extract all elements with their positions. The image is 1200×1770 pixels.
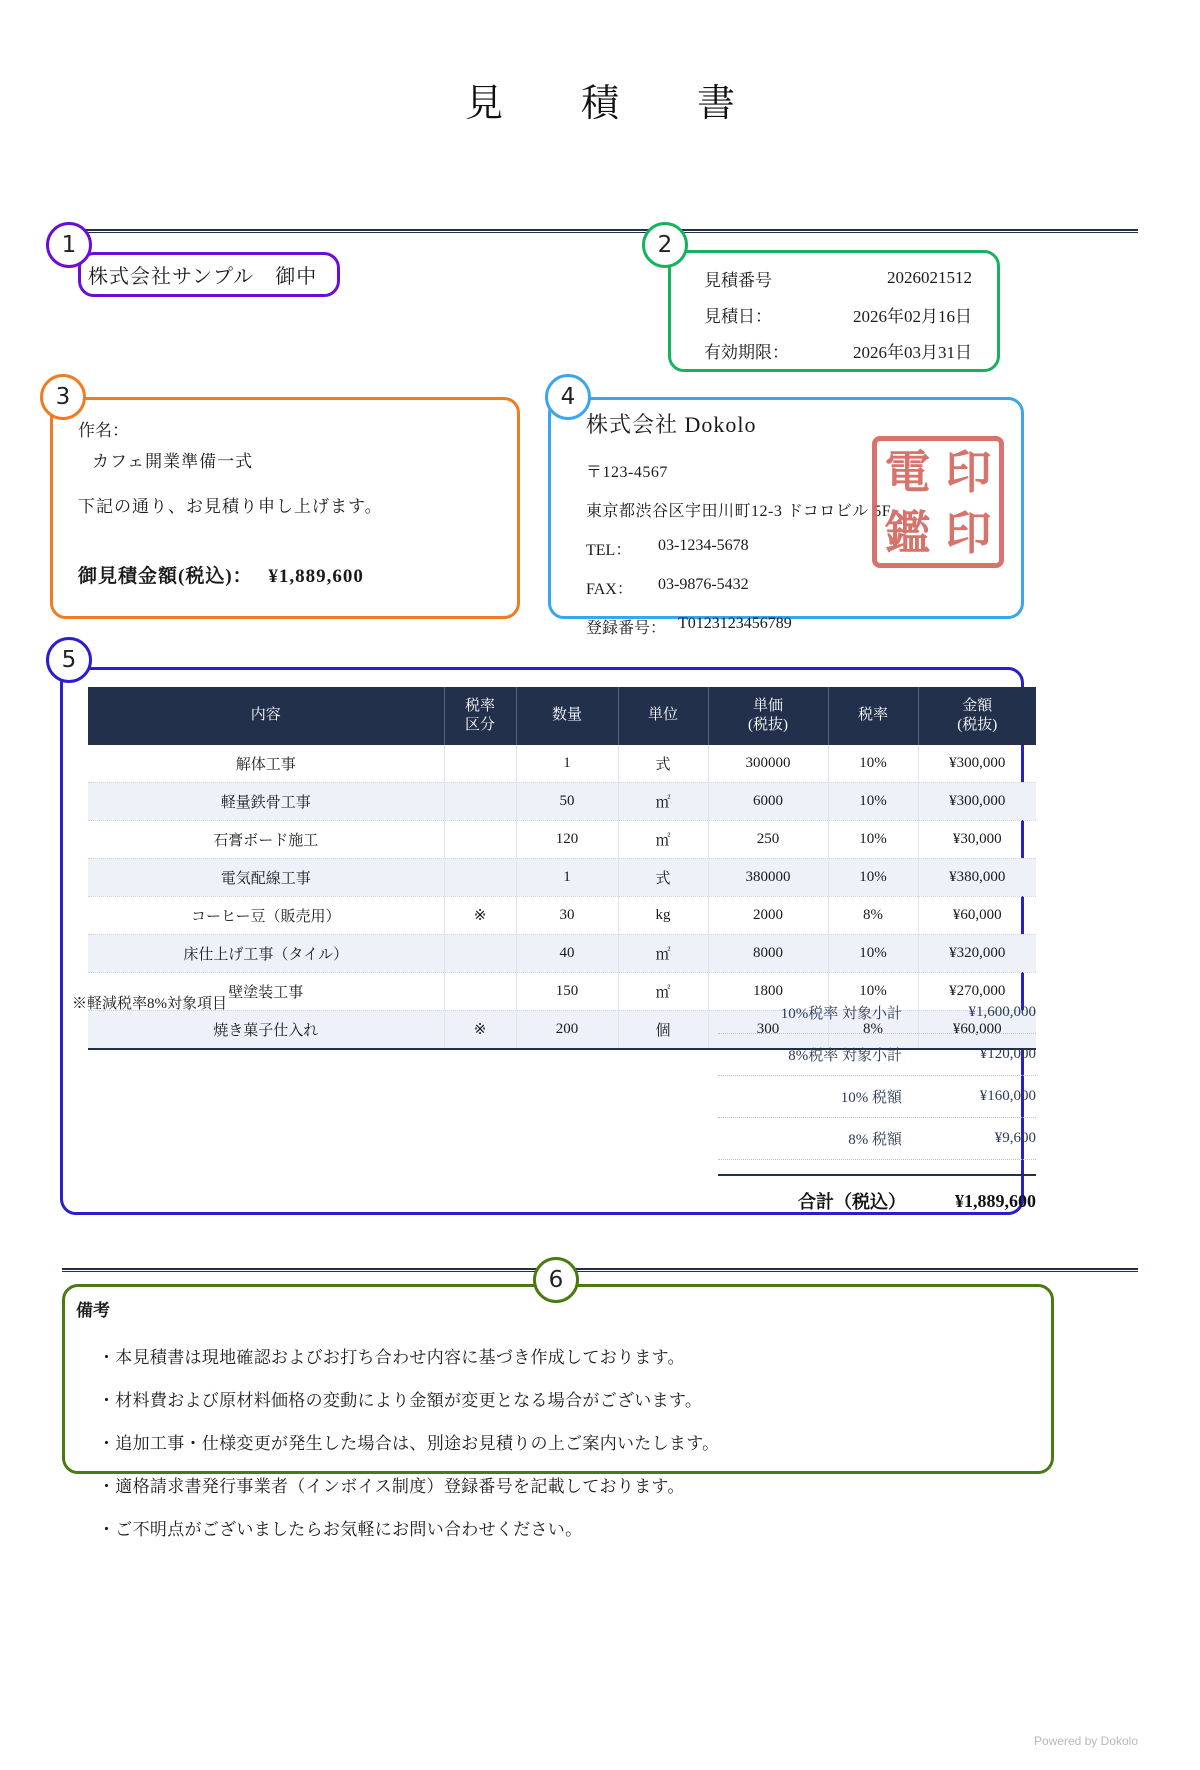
cell-amount: ¥270,000 (918, 972, 1036, 1010)
items-table-head (88, 687, 1036, 745)
callout-4: 4 (545, 374, 591, 420)
cell-tax-rate: 8% (828, 1010, 918, 1049)
quote-meta-row (690, 332, 990, 368)
page-title: 見 積 書 (464, 83, 755, 125)
tax-10-row (718, 1076, 1036, 1118)
col-header-amount (918, 687, 1036, 745)
cell-tax-rate: 10% (828, 934, 918, 972)
cell-unit-price: 1800 (708, 972, 828, 1010)
issuer-fax-row (586, 576, 1006, 599)
cell-quantity: 200 (516, 1010, 618, 1049)
seal-char: 鑑 (884, 505, 931, 560)
callout-1: 1 (46, 222, 92, 268)
reduced-tax-note: ※軽減税率8%対象項目 (72, 996, 227, 1012)
tax-10-value: ¥160,000 (979, 1088, 1036, 1104)
footer-credit: Powered by Dokolo (1033, 1734, 1138, 1748)
quote-date-label: 見積日： (704, 306, 772, 326)
cell-unit: ㎡ (618, 972, 708, 1010)
cell-tax-category (444, 972, 516, 1010)
header-divider (62, 229, 1138, 233)
cell-unit-price: 8000 (708, 934, 828, 972)
remarks-content (76, 1296, 1036, 1558)
cell-quantity: 120 (516, 820, 618, 858)
cell-unit-price: 6000 (708, 782, 828, 820)
subject-content (78, 422, 508, 586)
tax-10-label: 10% 税額 (840, 1090, 902, 1106)
quote-expiry-value: 2026年03月31日 (853, 342, 972, 362)
subject-value: カフェ開業準備一式 (92, 452, 254, 471)
cell-item-name: 軽量鉄骨工事 (88, 782, 444, 820)
cell-quantity: 30 (516, 896, 618, 934)
cell-amount: ¥300,000 (918, 745, 1036, 783)
subtotal-8-row (718, 1034, 1036, 1076)
issuer-fax-value: 03-9876-5432 (658, 576, 749, 593)
quote-meta-list (690, 260, 990, 368)
quote-total-line (78, 567, 508, 586)
cell-unit: 式 (618, 858, 708, 896)
cell-amount: ¥380,000 (918, 858, 1036, 896)
cell-unit-price: 2000 (708, 896, 828, 934)
cell-tax-category: ※ (444, 896, 516, 934)
list-item: ・材料費および原材料価格の変動により金額が変更となる場合がございます。 (98, 1391, 703, 1410)
cell-tax-rate: 10% (828, 820, 918, 858)
quote-number-value: 2026021512 (887, 268, 972, 287)
list-item: ・追加工事・仕様変更が発生した場合は、別途お見積りの上ご案内いたします。 (98, 1434, 720, 1453)
cell-tax-category (444, 782, 516, 820)
cell-quantity: 1 (516, 858, 618, 896)
quote-number-label: 見積番号 (704, 270, 772, 290)
cell-item-name: 床仕上げ工事（タイル） (88, 934, 444, 972)
table-row (88, 745, 1036, 783)
col-header-unit-price (708, 687, 828, 745)
cell-unit: kg (618, 896, 708, 934)
client-name: 株式会社サンプル 御中 (88, 266, 318, 288)
tax-8-value: ¥9,600 (994, 1130, 1036, 1146)
cell-unit: ㎡ (618, 782, 708, 820)
remarks-list (76, 1343, 1036, 1540)
callout-3: 3 (40, 374, 86, 420)
col-header-tax-category-line1: 税率 (464, 698, 495, 714)
cell-item-name: 焼き菓子仕入れ (88, 1010, 444, 1049)
issuer-registration-label: 登録番号： (586, 620, 667, 637)
col-header-unit-price-line1: 単価 (752, 698, 783, 714)
grand-total-label: 合計（税込） (798, 1192, 906, 1212)
cell-unit-price: 300000 (708, 745, 828, 783)
quote-total-value: ¥1,889,600 (268, 566, 364, 587)
table-row (88, 858, 1036, 896)
subtotal-10-label: 10%税率 対象小計 (780, 1006, 902, 1022)
cell-tax-category (444, 858, 516, 896)
cell-item-name: コーヒー豆（販売用） (88, 896, 444, 934)
cell-tax-category: ※ (444, 1010, 516, 1049)
col-header-tax-rate-line: 税率 (857, 707, 888, 724)
cell-unit: 式 (618, 745, 708, 783)
issuer-company-name: 株式会社 Dokolo (586, 412, 757, 437)
table-row (88, 820, 1036, 858)
cell-amount: ¥320,000 (918, 934, 1036, 972)
col-header-name (88, 687, 444, 745)
grand-total-row (718, 1174, 1036, 1226)
tax-8-label: 8% 税額 (848, 1132, 902, 1148)
cell-quantity: 150 (516, 972, 618, 1010)
company-seal-stamp-icon (872, 436, 1004, 568)
quote-meta-row (690, 260, 990, 296)
col-header-quantity (516, 687, 618, 745)
cell-item-name: 解体工事 (88, 745, 444, 783)
cell-amount: ¥30,000 (918, 820, 1036, 858)
quote-date-value: 2026年02月16日 (853, 306, 972, 326)
seal-char: 電 (884, 444, 931, 499)
quote-meta-row (690, 296, 990, 332)
cell-unit-price: 300 (708, 1010, 828, 1049)
cell-tax-rate: 10% (828, 858, 918, 896)
subtotal-10-row (718, 992, 1036, 1034)
col-header-name-line: 内容 (250, 707, 281, 724)
issuer-tel-value: 03-1234-5678 (658, 537, 749, 554)
list-item: ・本見積書は現地確認およびお打ち合わせ内容に基づき作成しております。 (98, 1348, 685, 1367)
seal-char: 印 (945, 505, 992, 560)
cell-item-name: 石膏ボード施工 (88, 820, 444, 858)
callout-6: 6 (533, 1257, 579, 1303)
cell-unit-price: 380000 (708, 858, 828, 896)
cell-tax-category (444, 820, 516, 858)
totals-summary (718, 992, 1036, 1226)
cell-tax-rate: 10% (828, 972, 918, 1010)
issuer-registration-value: T0123123456789 (678, 615, 792, 632)
seal-char: 印 (945, 444, 992, 499)
col-header-quantity-line: 数量 (551, 707, 582, 724)
col-header-tax-category (444, 687, 516, 745)
quote-total-label: 御見積金額(税込)： (78, 566, 253, 587)
issuer-registration-row (586, 615, 1006, 638)
table-row (88, 934, 1036, 972)
col-header-tax-category-line2: 区分 (464, 716, 495, 733)
cell-quantity: 40 (516, 934, 618, 972)
remarks-title: 備考 (76, 1301, 110, 1320)
cell-quantity: 1 (516, 745, 618, 783)
subtotal-8-label: 8%税率 対象小計 (788, 1048, 902, 1064)
col-header-unit (618, 687, 708, 745)
table-row (88, 782, 1036, 820)
tax-8-row (718, 1118, 1036, 1160)
list-item: ・ご不明点がございましたらお気軽にお問い合わせください。 (98, 1520, 583, 1539)
callout-2: 2 (642, 222, 688, 268)
col-header-tax-rate (828, 687, 918, 745)
callout-5: 5 (46, 637, 92, 683)
list-item: ・適格請求書発行事業者（インボイス制度）登録番号を記載しております。 (98, 1477, 685, 1496)
cell-tax-category (444, 934, 516, 972)
grand-total-value: ¥1,889,600 (955, 1190, 1036, 1211)
col-header-unit-price-line2: (税抜) (748, 716, 788, 733)
issuer-address: 東京都渋谷区宇田川町12-3 ドコロビル 5F (586, 503, 892, 520)
cell-item-name: 壁塗装工事 (88, 972, 444, 1010)
subtotal-10-value: ¥1,600,000 (968, 1004, 1036, 1020)
col-header-unit-line: 単位 (647, 707, 678, 724)
cell-tax-rate: 10% (828, 782, 918, 820)
col-header-amount-line1: 金額 (962, 698, 993, 714)
cell-amount: ¥300,000 (918, 782, 1036, 820)
issuer-postal-code: 〒123-4567 (586, 464, 668, 481)
subject-message: 下記の通り、お見積り申し上げます。 (78, 497, 383, 516)
items-header-row (88, 687, 1036, 745)
cell-unit: ㎡ (618, 934, 708, 972)
cell-unit: ㎡ (618, 820, 708, 858)
quote-expiry-label: 有効期限： (704, 342, 789, 362)
subject-label: 作名： (78, 421, 129, 440)
cell-tax-category (444, 745, 516, 783)
table-row (88, 896, 1036, 934)
col-header-amount-line2: (税抜) (957, 716, 998, 733)
cell-unit: 個 (618, 1010, 708, 1049)
subtotal-8-value: ¥120,000 (979, 1046, 1036, 1062)
remarks-divider (62, 1268, 1138, 1272)
issuer-fax-label: FAX： (586, 581, 633, 598)
cell-tax-rate: 10% (828, 745, 918, 783)
cell-quantity: 50 (516, 782, 618, 820)
cell-unit-price: 250 (708, 820, 828, 858)
cell-amount: ¥60,000 (918, 896, 1036, 934)
cell-item-name: 電気配線工事 (88, 858, 444, 896)
issuer-tel-label: TEL： (586, 542, 632, 559)
cell-tax-rate: 8% (828, 896, 918, 934)
cell-amount: ¥60,000 (918, 1010, 1036, 1049)
